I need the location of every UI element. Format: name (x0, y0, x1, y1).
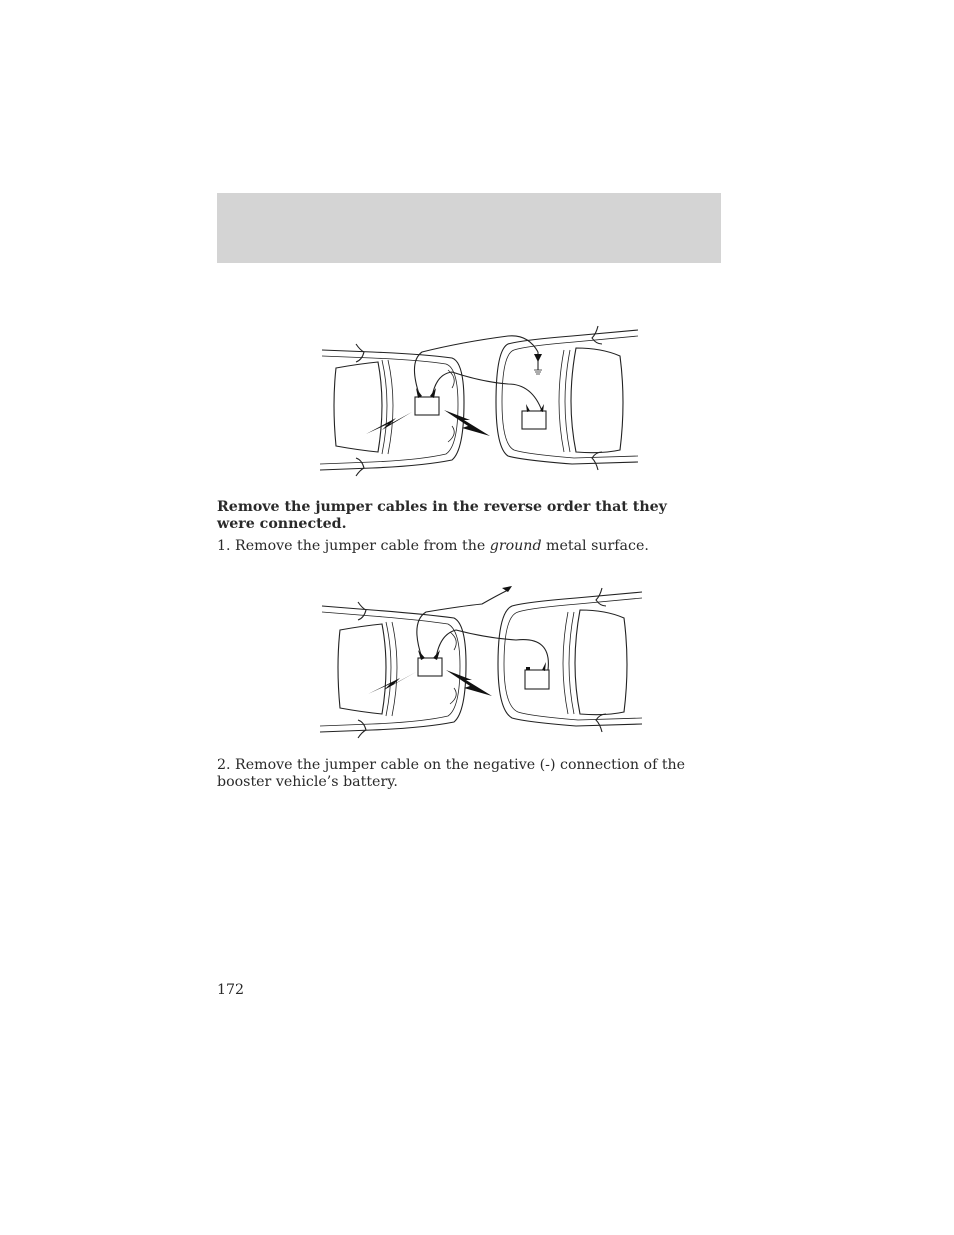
step-1-emphasis: ground (489, 538, 542, 554)
left-vehicle-outline (320, 602, 466, 738)
battery-disabled-vehicle (415, 397, 439, 415)
warning-text: Remove the jumper cables in the reverse order that they were connected. (217, 499, 667, 532)
jumper-diagram-ground-removed (312, 582, 648, 746)
left-vehicle-outline (320, 344, 464, 476)
battery-booster-vehicle (525, 670, 549, 689)
step-1-prefix: 1. Remove the jumper cable from the (217, 538, 490, 554)
step-1-suffix: metal surface. (541, 538, 649, 554)
step-1-text (217, 538, 687, 555)
right-vehicle-outline (496, 326, 638, 470)
battery-disabled-vehicle (418, 658, 442, 676)
section-header-bar (217, 193, 721, 263)
step-2-text: 2. Remove the jumper cable on the negative (-) connection of the booster vehicle’s battery. (217, 757, 686, 790)
right-vehicle-outline (498, 588, 642, 732)
battery-booster-vehicle (522, 411, 546, 429)
jumper-diagram-connected (312, 322, 648, 486)
page-number: 172 (217, 982, 245, 998)
